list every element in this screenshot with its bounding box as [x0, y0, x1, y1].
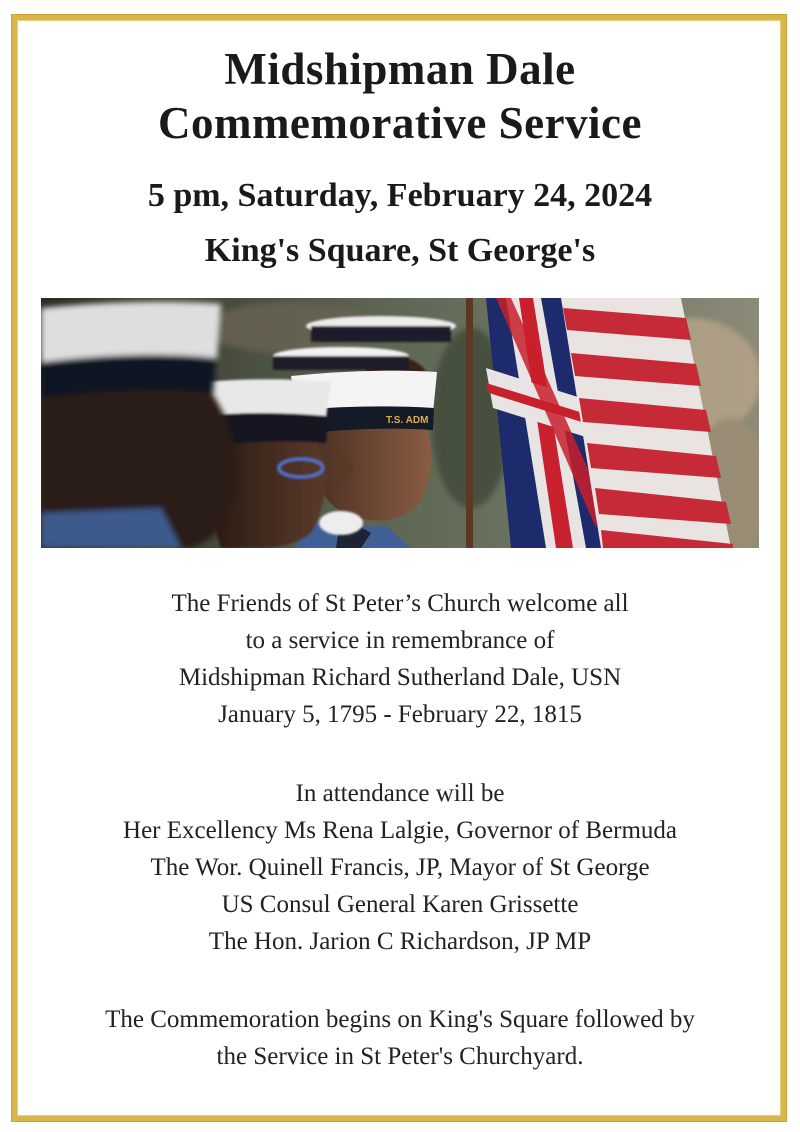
invitation-line: Midshipman Richard Sutherland Dale, USN	[178, 664, 622, 691]
attendee: US Consul General Karen Grissette	[221, 891, 579, 918]
attendance-heading: In attendance will be	[295, 780, 505, 807]
cadets-with-flags-photo	[41, 298, 759, 548]
closing-line: The Commemoration begins on King's Square followed by	[105, 1006, 695, 1033]
invitation-line: to a service in remembrance of	[245, 627, 555, 654]
invitation-line: The Friends of St Peter’s Church welcome all	[171, 590, 629, 617]
invitation-line: January 5, 1795 - February 22, 1815	[218, 701, 582, 728]
attendance-list	[30, 775, 770, 960]
event-location: King's Square, St George's	[204, 232, 596, 269]
invitation-text	[30, 585, 770, 733]
event-date-time: 5 pm, Saturday, February 24, 2024	[147, 177, 653, 214]
attendee: The Wor. Quinell Francis, JP, Mayor of St George	[150, 854, 650, 881]
page-title	[40, 42, 760, 150]
title-line-2: Commemorative Service	[157, 98, 643, 148]
attendee: Her Excellency Ms Rena Lalgie, Governor of Bermuda	[123, 817, 677, 844]
title-line-1: Midshipman Dale	[224, 44, 576, 94]
closing-text	[30, 1001, 770, 1075]
closing-line: the Service in St Peter's Churchyard.	[216, 1043, 584, 1070]
cap-band-text: T.S. ADM	[386, 415, 429, 426]
attendee: The Hon. Jarion C Richardson, JP MP	[208, 928, 592, 955]
